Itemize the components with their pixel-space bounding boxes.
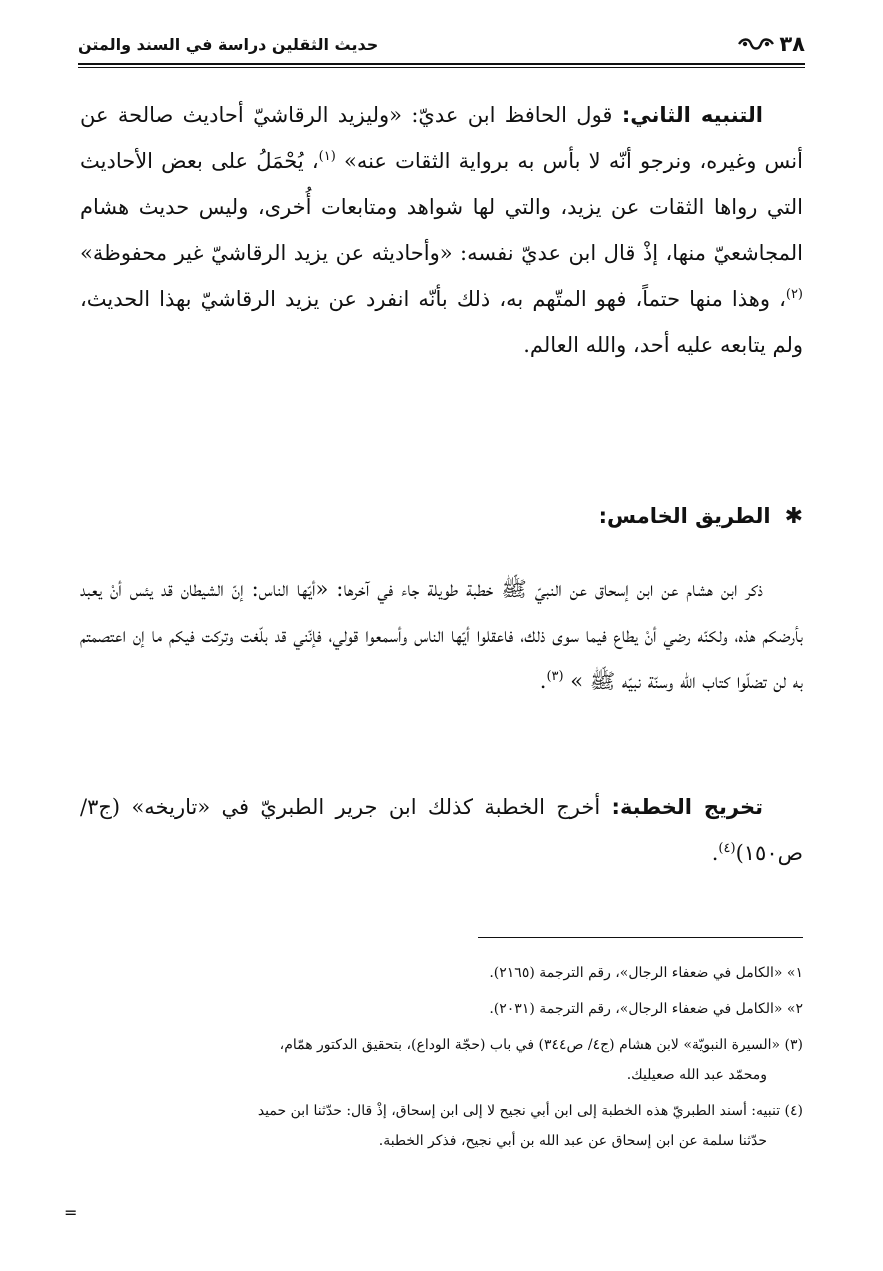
paragraph-text: قول الحافظ ابن عديّ: «وليزيد الرقاشيّ أحاديث صالحة عن أنس وغيره، ونرجو أنّه لا بأس به برواية الثقات عنه» [80, 103, 803, 173]
paragraph-text: . [711, 841, 719, 865]
footnotes [80, 958, 803, 1162]
footnote-continuation: حدّثنا سلمة عن ابن إسحاق عن عبد الله بن أبي نجيح، فذكر الخطبة. [378, 1133, 767, 1149]
paragraph-sermon [80, 566, 803, 704]
paragraph-second-note [80, 92, 803, 368]
footnote-ref-2[interactable]: (٢) [785, 287, 803, 302]
footnote-separator [478, 937, 803, 938]
running-title: حديث الثقلين دراسة في السند والمتن [78, 35, 379, 54]
continuation-mark: = [64, 1203, 78, 1222]
paragraph-text: ، يُحْمَلُ على بعض الأحاديث التي رواها الثقات عن يزيد، والتي لها شواهد ومتابعات أُخرى، وليس حديث هشام المجاشعيّ منها، إذْ قال ابن عديّ نفسه: «وأحاديثه عن يزيد الرقاشيّ غير محفوظة» [80, 149, 803, 265]
header-rule-thin [78, 67, 805, 68]
section-heading [599, 496, 803, 537]
footnote-ref-1[interactable]: (١) [318, 149, 336, 164]
footnote-text: ٢» «الكامل في ضعفاء الرجال»، رقم الترجمة (٢٠٣١). [489, 1001, 803, 1017]
paragraph-sermon-takhrij [80, 784, 803, 876]
footnote-ref-3[interactable]: (٣) [546, 669, 564, 684]
footnote-item-2 [80, 994, 803, 1024]
section-heading-text: الطريق الخامس: [598, 504, 771, 528]
header-rule [78, 63, 805, 65]
footnote-continuation: ومحمّد عبد الله صعيليك. [626, 1067, 767, 1083]
footnote-item-4 [80, 1096, 803, 1156]
paragraph-lead-second-note: التنبيه الثاني: [621, 103, 763, 127]
footnote-text: ١» «الكامل في ضعفاء الرجال»، رقم الترجمة (٢١٦٥). [489, 965, 803, 981]
page-number: ٣٨ [779, 32, 805, 56]
footnote-text: (٣) «السيرة النبويّة» لابن هشام (ج٤/ ص٣٤٤) في باب (حجّة الوداع)، بتحقيق الدكتور همّام، [279, 1037, 803, 1053]
paragraph-lead-takhrij: تخريج الخطبة: [611, 795, 763, 819]
paragraph-text: ، وهذا منها حتماً، فهو المتّهم به، ذلك بأنّه انفرد عن يزيد الرقاشيّ بهذا الحديث، ولم يتابعه عليه أحد، والله العالم. [80, 287, 803, 357]
footnote-text: (٤) تنبيه: أسند الطبريّ هذه الخطبة إلى ابن أبي نجيح لا إلى ابن إسحاق، إذْ قال: حدّثنا ابن حميد [257, 1103, 803, 1119]
footnote-item-3 [80, 1030, 803, 1090]
page-number-group [737, 32, 805, 56]
asterisk-star-icon: ✱ [784, 504, 803, 529]
paragraph-text: ذكر ابن هشام عن ابن إسحاق عن النبيّ ﷺ خطبة طويلة جاء في آخرها: «أيّها الناس: إنّ الشيطان قد يئس أنْ يعبد بأرضكم هذه، ولكنّه رضي أنْ يطاع فيما سوى ذلك، فاعقلوا أيّها الناس وأسمعوا قولي، فإنّني قد بلّغت وتركت فيكم ما إن اعتصمتم به لن تضلّوا كتاب الله وسنّة نبيّه ﷺ » [80, 577, 803, 693]
running-header [78, 30, 805, 70]
footnote-item-1 [80, 958, 803, 988]
paragraph-text: . [539, 669, 547, 693]
decorative-swirl-icon [737, 37, 775, 51]
paragraph-text: أخرج الخطبة كذلك ابن جرير الطبريّ في «تاريخه» (ج٣/ ص١٥٠) [80, 795, 803, 865]
footnote-ref-4[interactable]: (٤) [718, 841, 736, 856]
